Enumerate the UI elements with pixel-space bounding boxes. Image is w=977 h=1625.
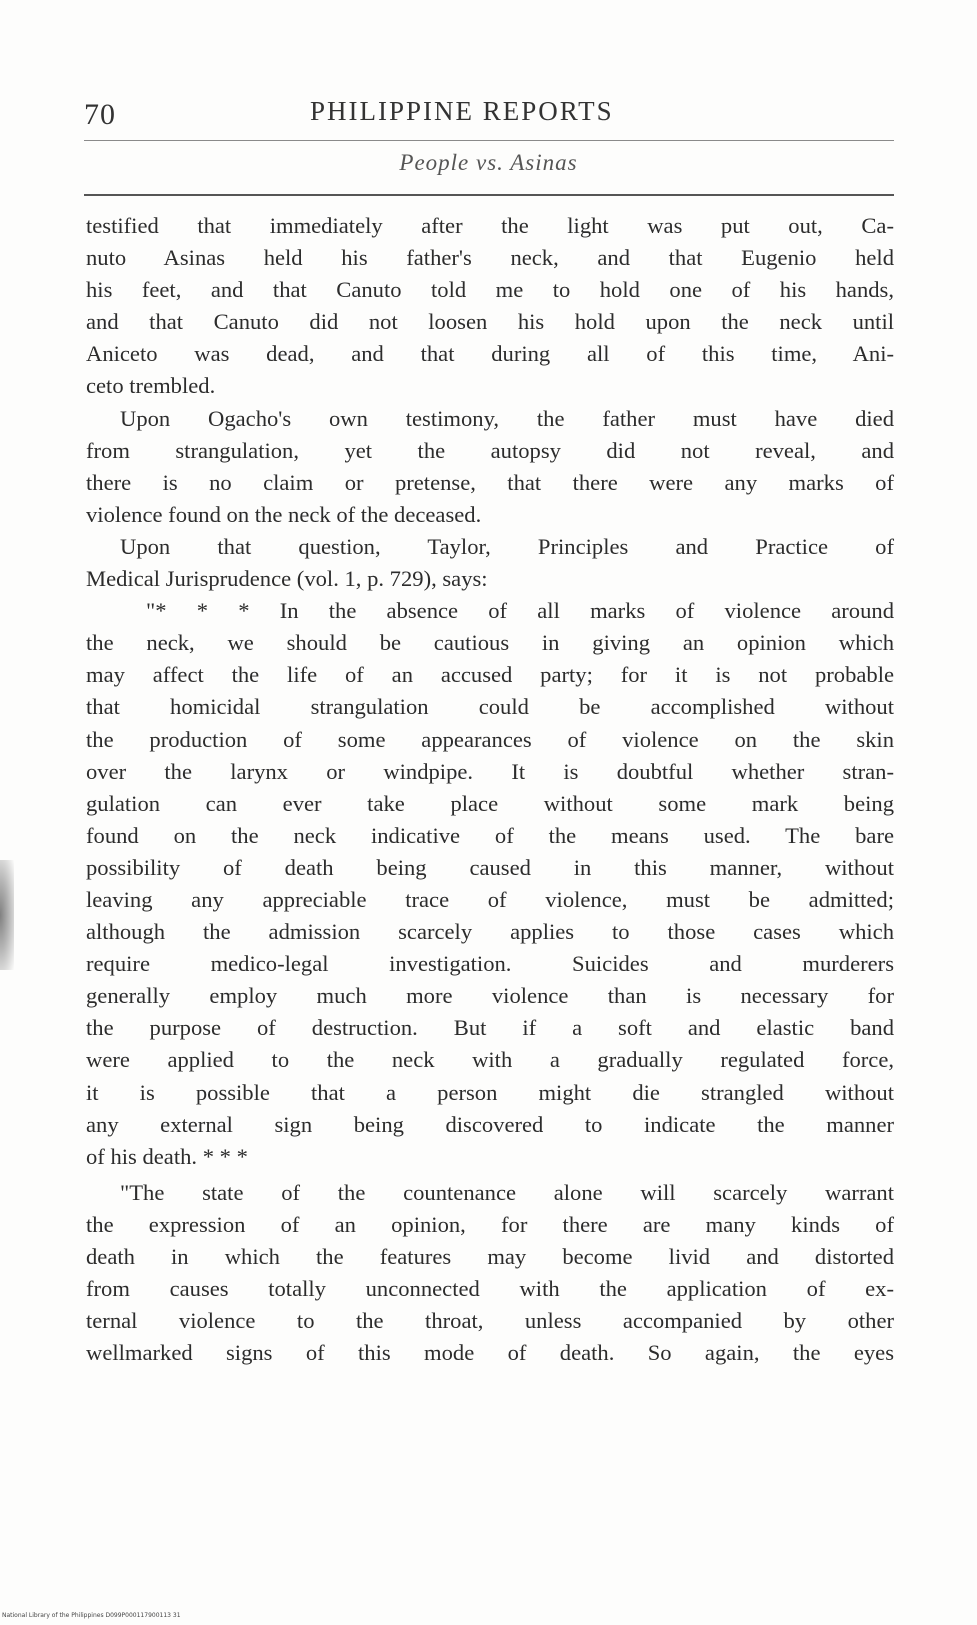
text-line: found on the neck indicative of the means used. The bare [86,822,894,848]
text-line: wellmarked signs of this mode of death. So again, the eyes [86,1340,894,1366]
text-line: gulation can ever take place without some mark being [86,790,894,816]
paragraph-start: Upon that question, Taylor, Principles and Practice of [120,533,894,559]
paragraph-start: Upon Ogacho's own testimony, the father must have died [120,405,894,431]
footer-credit: National Library of the Philippines D099P000117900113 31 [2,1612,181,1619]
text-line: generally employ much more violence than is necessary for [86,983,894,1009]
text-line: Medical Jurisprudence (vol. 1, p. 729), says: [86,566,488,592]
text-line: the production of some appearances of violence on the skin [86,726,894,752]
text-line: the expression of an opinion, for there are many kinds of [86,1211,894,1237]
text-line: leaving any appreciable trace of violence, must be admitted; [86,886,894,912]
text-line: that homicidal strangulation could be accomplished without [86,694,894,720]
text-line: death in which the features may become livid and distorted [86,1244,894,1269]
page-number: 70 [84,98,116,131]
header-rule-bottom [84,194,894,196]
text-line: any external sign being discovered to indicate the manner [86,1111,894,1137]
text-line: although the admission scarcely applies to those cases which [86,919,894,945]
text-line: ceto trembled. [86,373,216,399]
text-line: violence found on the neck of the deceased. [86,501,482,527]
text-line: ternal violence to the throat, unless accompanied by other [86,1308,894,1334]
text-line: were applied to the neck with a gradually regulated force, [86,1047,894,1073]
body-text [86,210,894,1369]
running-head: PHILIPPINE REPORTS [310,96,614,126]
text-line: testified that immediately after the light was put out, Ca- [86,213,894,238]
text-line: over the larynx or windpipe. It is doubtful whether stran- [86,758,894,784]
text-line: and that Canuto did not loosen his hold upon the neck until [86,309,894,335]
text-line: from causes totally unconnected with the application of ex- [86,1276,894,1302]
text-line: nuto Asinas held his father's neck, and that Eugenio held [86,245,894,271]
text-line: require medico-legal investigation. Suicides and murderers [86,951,894,977]
paragraph-start: "The state of the countenance alone will scarcely warrant [120,1179,894,1205]
text-line: the purpose of destruction. But if a soft and elastic band [86,1015,894,1041]
text-line: his feet, and that Canuto told me to hold one of his hands, [86,277,894,303]
text-line: may affect the life of an accused party; for it is not probable [86,662,894,688]
case-title: People vs. Asinas [399,150,578,175]
text-line: possibility of death being caused in this manner, without [86,854,894,880]
text-line: Aniceto was dead, and that during all of this time, Ani- [86,341,894,367]
header-rule-top [84,140,894,141]
text-line: of his death. * * * [86,1143,248,1169]
text-line: from strangulation, yet the autopsy did not reveal, and [86,437,894,463]
binding-shadow [0,860,14,970]
text-line: it is possible that a person might die strangled without [86,1079,894,1105]
text-line: the neck, we should be cautious in giving an opinion which [86,630,894,656]
quote-start: "* * * In the absence of all marks of violence around [146,598,894,624]
text-line: there is no claim or pretense, that there were any marks of [86,469,894,495]
